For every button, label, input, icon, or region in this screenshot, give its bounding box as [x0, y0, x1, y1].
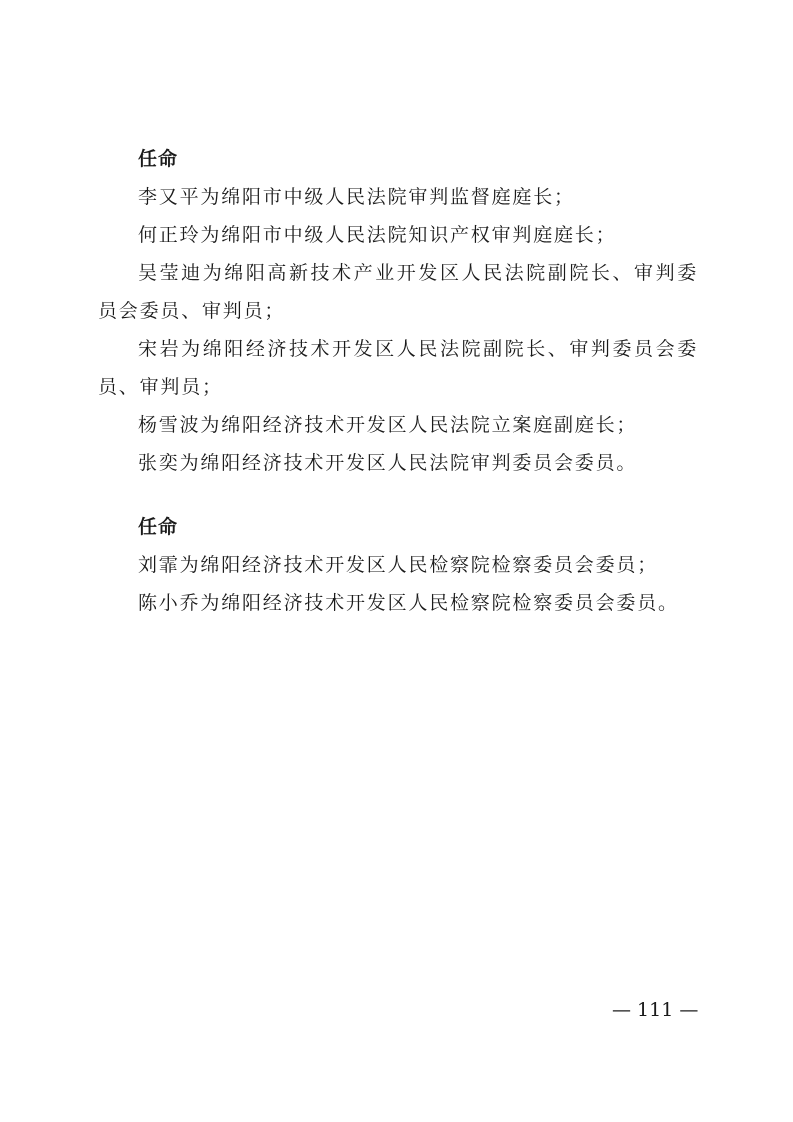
appointment-item: 陈小乔为绵阳经济技术开发区人民检察院检察委员会委员。: [138, 592, 679, 614]
appointment-item: 张奕为绵阳经济技术开发区人民法院审判委员会委员。: [138, 452, 638, 474]
appointment-item: 吴莹迪为绵阳高新技术产业开发区人民法院副院长、审判委员会委员、审判员；: [98, 262, 698, 322]
appointment-item: 何正玲为绵阳市中级人民法院知识产权审判庭庭长；: [138, 224, 617, 246]
appointment-item: 刘霏为绵阳经济技术开发区人民检察院检察委员会委员；: [138, 554, 659, 576]
section-heading: 任命: [138, 516, 179, 538]
section-heading: 任命: [138, 148, 179, 170]
court-appointments-section: [98, 140, 698, 482]
appointment-item: 杨雪波为绵阳经济技术开发区人民法院立案庭副庭长；: [138, 414, 638, 436]
procuratorate-appointments-section: [98, 508, 698, 622]
appointment-item: 宋岩为绵阳经济技术开发区人民法院副院长、审判委员会委员、审判员；: [98, 338, 698, 398]
appointment-item: 李又平为绵阳市中级人民法院审判监督庭庭长；: [138, 186, 575, 208]
page-number: — 111 —: [612, 999, 699, 1021]
